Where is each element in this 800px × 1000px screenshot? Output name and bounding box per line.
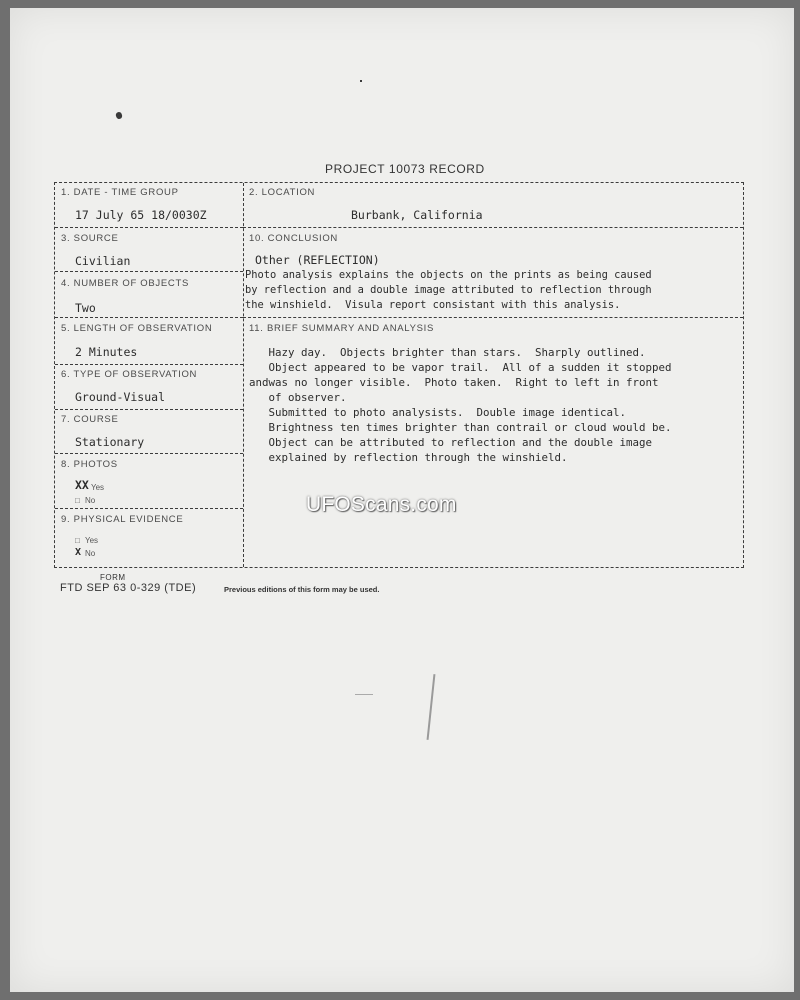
photos-label: 8. PHOTOS [61, 459, 118, 470]
footer-note: Previous editions of this form may be used. [224, 585, 380, 594]
location-value: Burbank, California [351, 208, 483, 222]
source-label: 3. SOURCE [61, 233, 119, 244]
evidence-yes: Yes [85, 536, 99, 545]
summary-line-3: andwas no longer visible. Photo taken. Right to left in front [249, 376, 659, 389]
scratch-mark [427, 674, 436, 740]
ink-speck [360, 80, 362, 82]
scratch-mark [355, 694, 373, 695]
date-label: 1. DATE - TIME GROUP [61, 187, 179, 198]
type-label: 6. TYPE OF OBSERVATION [61, 369, 198, 380]
course-label: 7. COURSE [61, 414, 119, 425]
summary-line-5: Submitted to photo analysists. Double image identical. [249, 406, 627, 419]
summary-line-7: Object can be attributed to reflection and the double image [249, 436, 653, 449]
source-value: Civilian [75, 254, 131, 268]
location-label: 2. LOCATION [249, 187, 316, 198]
conclusion-line-1: Photo analysis explains the objects on the prints as being caused [245, 269, 652, 281]
summary-label: 11. BRIEF SUMMARY AND ANALYSIS [249, 323, 435, 334]
length-label: 5. LENGTH OF OBSERVATION [61, 323, 213, 334]
photos-yes-check: XX [75, 478, 89, 492]
length-value: 2 Minutes [75, 345, 138, 359]
watermark: UFOScans.com [306, 493, 457, 516]
row-divider [55, 271, 243, 272]
evidence-no-check: X [75, 547, 82, 558]
row-divider [55, 364, 243, 365]
date-value: 17 July 65 18/0030Z [75, 208, 207, 222]
row-divider [55, 317, 243, 318]
row-divider [55, 453, 243, 454]
ink-speck [115, 111, 123, 120]
conclusion-line-3: the winshield. Visula report consistant with this analysis. [245, 299, 621, 311]
footer-form-word: FORM [100, 573, 126, 582]
photos-no-checkbox: □ [75, 496, 80, 505]
objects-label: 4. NUMBER OF OBJECTS [61, 278, 190, 289]
conclusion-label: 10. CONCLUSION [249, 233, 338, 244]
footer-form-id: FTD SEP 63 0-329 (TDE) [60, 582, 197, 594]
conclusion-line-2: by reflection and a double image attributed to reflection through [245, 284, 652, 296]
summary-line-2: Object appeared to be vapor trail. All of a sudden it stopped [249, 361, 672, 374]
row-divider [55, 227, 243, 228]
row-divider [55, 508, 243, 509]
summary-line-1: Hazy day. Objects brighter than stars. Sharply outlined. [249, 346, 646, 359]
conclusion-value: Other (REFLECTION) [255, 253, 380, 267]
photos-no: No [85, 496, 96, 505]
column-divider [243, 183, 244, 567]
summary-line-6: Brightness ten times brighter than contrail or cloud would be. [249, 421, 672, 434]
course-value: Stationary [75, 435, 145, 449]
objects-value: Two [75, 301, 96, 315]
evidence-yes-checkbox: □ [75, 536, 80, 545]
row-divider [55, 409, 243, 410]
row-divider [243, 317, 743, 318]
type-value: Ground-Visual [75, 390, 166, 404]
photos-yes: Yes [91, 483, 105, 492]
evidence-label: 9. PHYSICAL EVIDENCE [61, 514, 184, 525]
page-title: PROJECT 10073 RECORD [325, 162, 485, 176]
summary-line-4: of observer. [249, 391, 347, 404]
summary-line-8: explained by reflection through the winshield. [249, 451, 568, 464]
row-divider [243, 227, 743, 228]
evidence-no: No [85, 549, 96, 558]
